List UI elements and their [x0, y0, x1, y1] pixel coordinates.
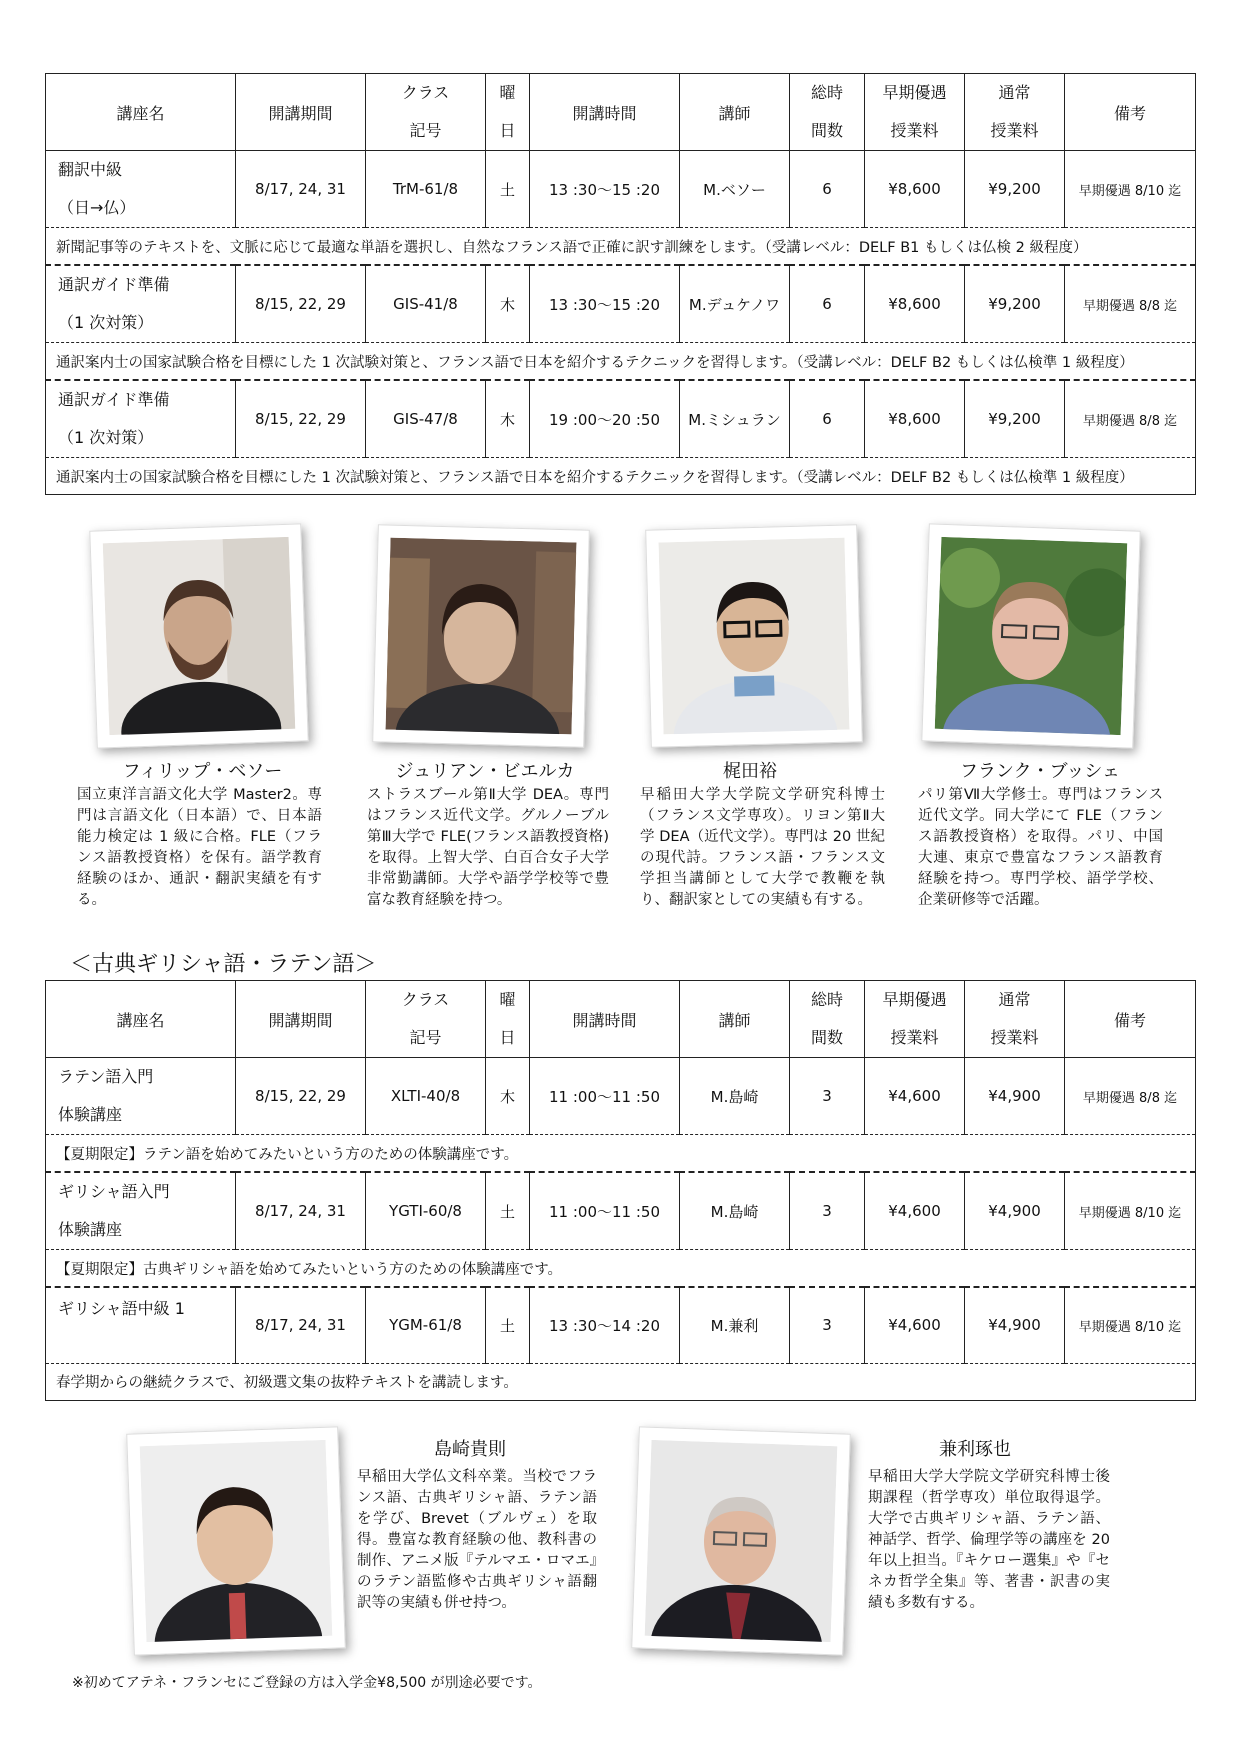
- portrait-image: [659, 538, 850, 735]
- teacher-photo-kanetoshi: [631, 1426, 851, 1655]
- course-hours: 3: [790, 1058, 865, 1135]
- course-regular-fee: ¥4,900: [965, 1172, 1065, 1250]
- course-time: 13 :30〜15 :20: [530, 265, 680, 343]
- course-description-row: [46, 458, 1196, 495]
- course-name: ギリシャ語入門 体験講座: [46, 1172, 236, 1250]
- header-course: 講座名: [46, 981, 236, 1058]
- course-teacher: M.ミシュラン: [680, 380, 790, 458]
- french-course-table: [45, 73, 1196, 495]
- course-hours: 6: [790, 380, 865, 458]
- course-name: 通訳ガイド準備 （1 次対策）: [46, 380, 236, 458]
- portrait-image: [935, 537, 1128, 735]
- table-row: [46, 265, 1196, 343]
- portrait-image: [140, 1440, 333, 1642]
- course-description: 新聞記事等のテキストを、文脈に応じて最適な単語を選択し、自然なフランス語で正確に訳す訓練をします。（受講レベル：DELF B1 もしくは仏検 2 級程度）: [46, 228, 1196, 266]
- teacher-photo-kajita: [645, 524, 863, 747]
- teacher-photo-bouchet: [921, 523, 1140, 748]
- course-day: 木: [486, 265, 530, 343]
- course-day: 土: [486, 1172, 530, 1250]
- course-hours: 3: [790, 1287, 865, 1363]
- course-period: 8/17, 24, 31: [236, 1172, 366, 1250]
- course-early-fee: ¥4,600: [865, 1287, 965, 1363]
- course-description: 【夏期限定】古典ギリシャ語を始めてみたいという方のための体験講座です。: [46, 1250, 1196, 1288]
- teacher-bio: 早稲田大学大学院文学研究科博士後期課程（哲学専攻）単位取得退学。大学で古典ギリシャ語、ラテン語、神話学、哲学、倫理学等の講座を 20 年以上担当。『キケロー選集』や『セネカ哲学全集』等、著書・訳書の実績も多数有する。: [868, 1469, 1110, 1611]
- course-code: GIS-47/8: [366, 380, 486, 458]
- table-row: [46, 380, 1196, 458]
- header-early-fee: 早期優遇 授業料: [865, 74, 965, 151]
- course-note: 早期優遇 8/10 迄: [1065, 151, 1196, 228]
- teacher-name: 梶田裕: [723, 761, 777, 782]
- course-hours: 6: [790, 265, 865, 343]
- course-regular-fee: ¥9,200: [965, 380, 1065, 458]
- teacher-name: フランク・ブッシェ: [959, 761, 1121, 782]
- teacher-bio: 早稲田大学大学院文学研究科博士（フランス文学専攻）。リヨン第Ⅱ大学 DEA（近代文学）。専門は 20 世紀の現代詩。フランス語・フランス文学担当講師として大学で教鞭を執り、翻訳家としての実績も有する。: [640, 787, 885, 908]
- header-teacher: 講師: [680, 981, 790, 1058]
- teacher-photo-bielka: [372, 524, 590, 747]
- course-hours: 6: [790, 151, 865, 228]
- course-day: 木: [486, 380, 530, 458]
- header-regular-fee: 通常 授業料: [965, 981, 1065, 1058]
- course-regular-fee: ¥4,900: [965, 1058, 1065, 1135]
- teacher-bio: ストラスブール第Ⅱ大学 DEA。専門はフランス近代文学。グルノーブル第Ⅲ大学で FLE(フランス語教授資格)を取得。上智大学、白百合女子大学非常勤講師。大学や語学学校等で豊富な教育経験を持つ。: [367, 787, 609, 908]
- course-description-row: [46, 228, 1196, 266]
- table-row: [46, 1287, 1196, 1363]
- portrait-image: [645, 1440, 838, 1642]
- header-hours: 総時 間数: [790, 981, 865, 1058]
- header-course: 講座名: [46, 74, 236, 151]
- header-class-code: クラス 記号: [366, 981, 486, 1058]
- teacher-name: 兼利琢也: [939, 1439, 1011, 1460]
- course-period: 8/17, 24, 31: [236, 1287, 366, 1363]
- header-period: 開講期間: [236, 74, 366, 151]
- portrait-image: [386, 538, 577, 735]
- header-period: 開講期間: [236, 981, 366, 1058]
- course-note: 早期優遇 8/10 迄: [1065, 1287, 1196, 1363]
- course-period: 8/15, 22, 29: [236, 265, 366, 343]
- header-class-code: クラス 記号: [366, 74, 486, 151]
- table-header-row: [46, 74, 1196, 151]
- course-note: 早期優遇 8/10 迄: [1065, 1172, 1196, 1250]
- course-code: TrM-61/8: [366, 151, 486, 228]
- portrait-image: [103, 537, 296, 735]
- course-description-row: [46, 1135, 1196, 1173]
- course-time: 19 :00〜20 :50: [530, 380, 680, 458]
- course-note: 早期優遇 8/8 迄: [1065, 1058, 1196, 1135]
- footnote: ※初めてアテネ・フランセにご登録の方は入学金¥8,500 が別途必要です。: [72, 1675, 542, 1691]
- header-weekday: 曜 日: [486, 74, 530, 151]
- course-description: 春学期からの継続クラスで、初級選文集の抜粋テキストを講読します。: [46, 1363, 1196, 1400]
- teacher-bio: 国立東洋言語文化大学 Master2。専門は言語文化（日本語）で、日本語能力検定は 1 級に合格。FLE（フランス語教授資格）を保有。語学教育経験のほか、通訳・翻訳実績を有する。: [77, 787, 322, 908]
- course-name: 翻訳中級 （日→仏）: [46, 151, 236, 228]
- course-time: 11 :00〜11 :50: [530, 1172, 680, 1250]
- table-header-row: [46, 981, 1196, 1058]
- course-time: 13 :30〜14 :20: [530, 1287, 680, 1363]
- course-name: ラテン語入門 体験講座: [46, 1058, 236, 1135]
- header-regular-fee: 通常 授業料: [965, 74, 1065, 151]
- course-day: 土: [486, 1287, 530, 1363]
- course-code: YGTI-60/8: [366, 1172, 486, 1250]
- course-note: 早期優遇 8/8 迄: [1065, 380, 1196, 458]
- course-day: 土: [486, 151, 530, 228]
- header-teacher: 講師: [680, 74, 790, 151]
- classics-course-table: [45, 980, 1196, 1401]
- course-description: 【夏期限定】ラテン語を始めてみたいという方のための体験講座です。: [46, 1135, 1196, 1173]
- teacher-name: 島崎貴則: [434, 1439, 506, 1460]
- course-early-fee: ¥8,600: [865, 265, 965, 343]
- teacher-name: フィリップ・ベソー: [122, 761, 283, 782]
- course-period: 8/15, 22, 29: [236, 1058, 366, 1135]
- course-description: 通訳案内士の国家試験合格を目標にした 1 次試験対策と、フランス語で日本を紹介するテクニックを習得します。（受講レベル：DELF B2 もしくは仏検準 1 級程度）: [46, 343, 1196, 381]
- course-period: 8/15, 22, 29: [236, 380, 366, 458]
- course-day: 木: [486, 1058, 530, 1135]
- course-description-row: [46, 1363, 1196, 1400]
- course-early-fee: ¥4,600: [865, 1058, 965, 1135]
- course-regular-fee: ¥9,200: [965, 265, 1065, 343]
- course-description: 通訳案内士の国家試験合格を目標にした 1 次試験対策と、フランス語で日本を紹介するテクニックを習得します。（受講レベル：DELF B2 もしくは仏検準 1 級程度）: [46, 458, 1196, 495]
- header-time: 開講時間: [530, 74, 680, 151]
- course-description-row: [46, 343, 1196, 381]
- header-remarks: 備考: [1065, 981, 1196, 1058]
- table-row: [46, 1058, 1196, 1135]
- course-time: 13 :30〜15 :20: [530, 151, 680, 228]
- course-regular-fee: ¥9,200: [965, 151, 1065, 228]
- course-teacher: M.兼利: [680, 1287, 790, 1363]
- header-early-fee: 早期優遇 授業料: [865, 981, 965, 1058]
- table-row: [46, 1172, 1196, 1250]
- course-regular-fee: ¥4,900: [965, 1287, 1065, 1363]
- section-title: ＜古典ギリシャ語・ラテン語＞: [70, 952, 377, 977]
- course-teacher: M.デュケノワ: [680, 265, 790, 343]
- course-teacher: M.ベソー: [680, 151, 790, 228]
- course-code: YGM-61/8: [366, 1287, 486, 1363]
- course-early-fee: ¥8,600: [865, 380, 965, 458]
- course-early-fee: ¥8,600: [865, 151, 965, 228]
- course-description-row: [46, 1250, 1196, 1288]
- course-teacher: M.島崎: [680, 1172, 790, 1250]
- course-code: XLTI-40/8: [366, 1058, 486, 1135]
- header-weekday: 曜 日: [486, 981, 530, 1058]
- course-period: 8/17, 24, 31: [236, 151, 366, 228]
- course-time: 11 :00〜11 :50: [530, 1058, 680, 1135]
- header-time: 開講時間: [530, 981, 680, 1058]
- course-note: 早期優遇 8/8 迄: [1065, 265, 1196, 343]
- teacher-photo-shimazaki: [126, 1426, 346, 1655]
- teacher-name: ジュリアン・ビエルカ: [395, 761, 575, 782]
- teacher-bio: パリ第Ⅶ大学修士。専門はフランス近代文学。同大学にて FLE（フランス語教授資格）を取得。パリ、中国大連、東京で豊富なフランス語教育経験を持つ。専門学校、語学学校、企業研修等で活躍。: [918, 787, 1163, 908]
- course-name: ギリシャ語中級 1: [46, 1287, 236, 1363]
- course-early-fee: ¥4,600: [865, 1172, 965, 1250]
- header-hours: 総時 間数: [790, 74, 865, 151]
- course-code: GIS-41/8: [366, 265, 486, 343]
- course-name: 通訳ガイド準備 （1 次対策）: [46, 265, 236, 343]
- teacher-photo-besseau: [89, 523, 308, 748]
- table-row: [46, 151, 1196, 228]
- header-remarks: 備考: [1065, 74, 1196, 151]
- teacher-bio: 早稲田大学仏文科卒業。当校でフランス語、古典ギリシャ語、ラテン語を学び、Brevet（ブルヴェ）を取得。豊富な教育経験の他、教科書の制作、アニメ版『テルマエ・ロマエ』のラテン語監修や古典ギリシャ語翻訳等の実績も併せ持つ。: [357, 1469, 597, 1611]
- course-hours: 3: [790, 1172, 865, 1250]
- course-teacher: M.島崎: [680, 1058, 790, 1135]
